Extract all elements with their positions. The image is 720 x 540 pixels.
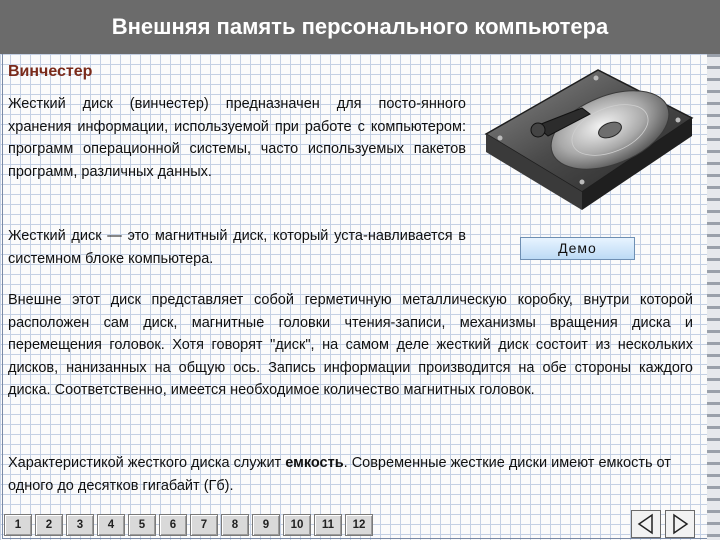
- page-button-2[interactable]: 2: [35, 514, 63, 536]
- page-button-10[interactable]: 10: [283, 514, 311, 536]
- page-button-12[interactable]: 12: [345, 514, 373, 536]
- page-button-6[interactable]: 6: [159, 514, 187, 536]
- page-button-5[interactable]: 5: [128, 514, 156, 536]
- paragraph-definition: Жесткий диск (винчестер) предназначен для посто-янного хранения информации, используемой при работе с компьютером: программ операционной системы, часто используемых пакетов программ, различных данных.: [8, 96, 466, 180]
- next-page-button[interactable]: [665, 510, 695, 538]
- page-title: Внешняя память персонального компьютера: [111, 14, 609, 39]
- demo-button[interactable]: Демо: [520, 237, 635, 260]
- page-button-3[interactable]: 3: [66, 514, 94, 536]
- page-button-9[interactable]: 9: [252, 514, 280, 536]
- page-pager: [4, 514, 373, 536]
- capacity-text-before: Характеристикой жесткого диска служит: [8, 455, 286, 471]
- paragraph-magnetic-disk: Жесткий диск — это магнитный диск, который уста-навливается в системном блоке компьютера.: [8, 228, 466, 267]
- paragraph-description: Внешне этот диск представляет собой герметичную металлическую коробку, внутри которой расположен сам диск, магнитные головки чтения-записи, механизмы вращения диска и перемещения головок. Хотя говорят "диск", на самом деле жесткий диск состоит из нескольких дисков, нанизанных на общую ось. Запись информации производится на обе стороны каждого диска. Соответственно, имеется необходимое количество магнитных головок.: [8, 292, 693, 398]
- page-button-8[interactable]: 8: [221, 514, 249, 536]
- page-button-4[interactable]: 4: [97, 514, 125, 536]
- paragraph-capacity: [8, 452, 693, 497]
- page-button-11[interactable]: 11: [314, 514, 342, 536]
- triangle-right-icon: [666, 511, 694, 537]
- hard-disk-image: [478, 64, 700, 228]
- section-title: Винчестер: [8, 63, 93, 80]
- page-header: [0, 0, 720, 54]
- triangle-left-icon: [632, 511, 660, 537]
- page-button-7[interactable]: 7: [190, 514, 218, 536]
- prev-page-button[interactable]: [631, 510, 661, 538]
- capacity-text-after: . Современные жесткие диски имеют емкость от одного до десятков гигабайт (Гб).: [8, 455, 671, 494]
- capacity-term: емкость: [285, 455, 344, 471]
- notebook-spiral: [707, 54, 720, 540]
- page-button-1[interactable]: 1: [4, 514, 32, 536]
